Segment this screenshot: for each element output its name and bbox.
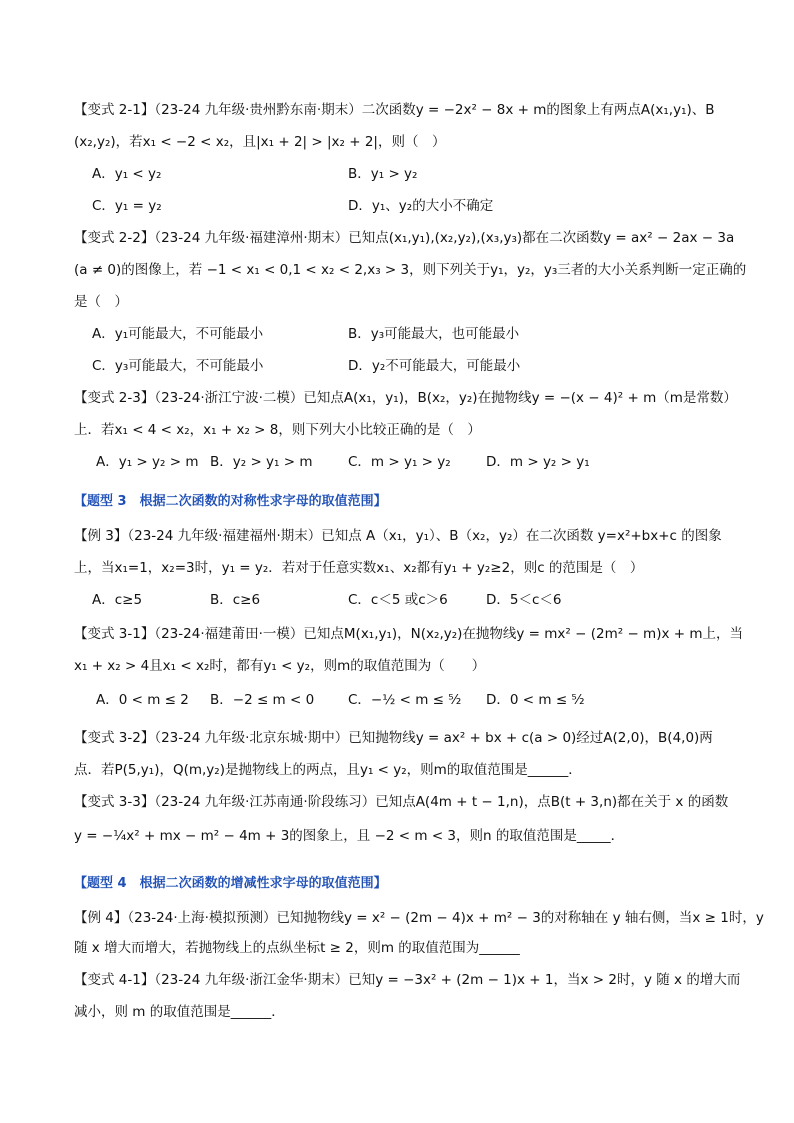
- example-4-line-1: 【例 4】（23-24·上海·模拟预测）已知抛物线y = x² − (2m − 4)x + m² − 3的对称轴在 y 轴右侧，当x ≥ 1时，y: [74, 910, 764, 926]
- problem-4-1-line-1: 【变式 4-1】（23-24 九年级·浙江金华·期末）已知y = −3x² + (2m − 1)x + 1，当x > 2时，y 随 x 的增大而: [74, 972, 741, 988]
- problem-2-2-line-1: 【变式 2-2】（23-24 九年级·福建漳州·期末）已知点(x₁,y₁),(x₂,y₂),(x₃,y₃)都在二次函数y = ax² − 2ax − 3a: [74, 230, 735, 246]
- section-heading-type-4: 【题型 4 根据二次函数的增减性求字母的取值范围】: [74, 876, 387, 891]
- problem-2-1-option-b: B．y₁ > y₂: [348, 166, 418, 182]
- problem-2-3-option-b: B．y₂ > y₁ > m: [210, 454, 313, 470]
- problem-2-2-line-2: (a ≠ 0)的图像上，若 −1 < x₁ < 0,1 < x₂ < 2,x₃ > 3，则下列关于y₁，y₂，y₃三者的大小关系判断一定正确的: [74, 262, 747, 278]
- problem-3-3-line-2: y = −¼x² + mx − m² − 4m + 3的图象上，且 −2 < m < 3，则n 的取值范围是_____．: [74, 828, 625, 844]
- example-3-option-a: A．c≥5: [92, 592, 143, 608]
- problem-3-1-line-2: x₁ + x₂ > 4且x₁ < x₂时，都有y₁ < y₂，则m的取值范围为（ ）: [74, 658, 486, 674]
- problem-2-2-option-c: C．y₃可能最大，不可能最小: [92, 358, 264, 374]
- section-heading-type-3: 【题型 3 根据二次函数的对称性求字母的取值范围】: [74, 494, 387, 509]
- problem-3-2-line-1: 【变式 3-2】（23-24 九年级·北京东城·期中）已知抛物线y = ax² + bx + c(a > 0)经过A(2,0)，B(4,0)两: [74, 730, 713, 746]
- problem-2-3-option-a: A．y₁ > y₂ > m: [96, 454, 199, 470]
- problem-2-3-option-c: C．m > y₁ > y₂: [348, 454, 451, 470]
- example-3-line-1: 【例 3】（23-24 九年级·福建福州·期末）已知点 A（x₁，y₁）、B（x₂，y₂）在二次函数 y=x²+bx+c 的图象: [74, 528, 722, 544]
- problem-3-1-option-b: B．−2 ≤ m < 0: [210, 692, 315, 708]
- example-3-option-c: C．c＜5 或c＞6: [348, 592, 448, 608]
- example-3-line-2: 上，当x₁=1，x₂=3时，y₁ = y₂．若对于任意实数x₁、x₂都有y₁ + y₂≥2，则c 的范围是（ ）: [74, 560, 644, 576]
- problem-4-1-line-2: 减小，则 m 的取值范围是______．: [74, 1004, 285, 1020]
- problem-3-1-option-d: D．0 < m ≤ ⁵⁄₂: [486, 692, 585, 708]
- problem-3-1-option-c: C．−½ < m ≤ ⁵⁄₂: [348, 692, 462, 708]
- problem-2-3-line-1: 【变式 2-3】（23-24·浙江宁波·二模）已知点A(x₁，y₁)，B(x₂，y₂)在抛物线y = −(x − 4)² + m（m是常数）: [74, 390, 737, 406]
- problem-2-1-option-a: A．y₁ < y₂: [92, 166, 162, 182]
- problem-2-3-option-d: D．m > y₂ > y₁: [486, 454, 590, 470]
- problem-3-2-line-2: 点．若P(5,y₁)，Q(m,y₂)是抛物线上的两点，且y₁ < y₂，则m的取值范围是______．: [74, 762, 582, 778]
- problem-3-3-line-1: 【变式 3-3】（23-24 九年级·江苏南通·阶段练习）已知点A(4m + t − 1,n)，点B(t + 3,n)都在关于 x 的函数: [74, 794, 729, 810]
- problem-3-1-line-1: 【变式 3-1】（23-24·福建莆田·一模）已知点M(x₁,y₁)，N(x₂,y₂)在抛物线y = mx² − (2m² − m)x + m上，当: [74, 626, 743, 642]
- problem-2-2-option-a: A．y₁可能最大，不可能最小: [92, 326, 264, 342]
- problem-2-1-option-d: D．y₁、y₂的大小不确定: [348, 198, 494, 214]
- example-4-line-2: 随 x 增大而增大，若抛物线上的点纵坐标t ≥ 2，则m 的取值范围为______: [74, 940, 520, 956]
- problem-2-3-line-2: 上．若x₁ < 4 < x₂，x₁ + x₂ > 8，则下列大小比较正确的是（ ）: [74, 422, 481, 438]
- problem-2-1-line-2: (x₂,y₂)，若x₁ < −2 < x₂，且|x₁ + 2| > |x₂ + 2|，则（ ）: [74, 134, 446, 150]
- problem-2-2-option-d: D．y₂不可能最大，可能最小: [348, 358, 521, 374]
- problem-3-1-option-a: A．0 < m ≤ 2: [96, 692, 189, 708]
- problem-2-1-line-1: 【变式 2-1】（23-24 九年级·贵州黔东南·期末）二次函数y = −2x² − 8x + m的图象上有两点A(x₁,y₁)、B: [74, 102, 715, 118]
- problem-2-2-option-b: B．y₃可能最大，也可能最小: [348, 326, 520, 342]
- problem-2-2-line-3: 是（ ）: [74, 294, 128, 310]
- example-3-option-b: B．c≥6: [210, 592, 261, 608]
- problem-2-1-option-c: C．y₁ = y₂: [92, 198, 162, 214]
- example-3-option-d: D．5＜c＜6: [486, 592, 562, 608]
